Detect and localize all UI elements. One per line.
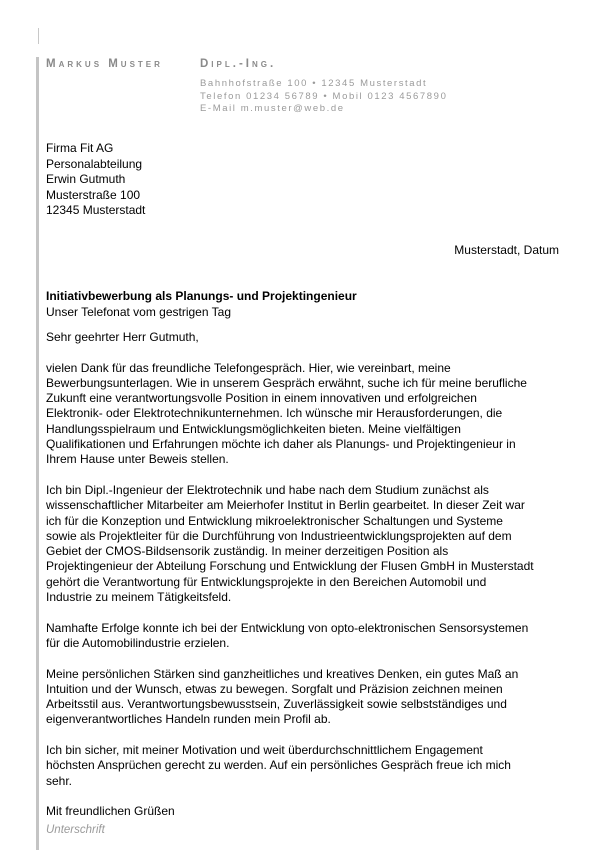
sender-email: E-Mail m.muster@web.de	[200, 103, 345, 114]
paragraph-line: wissenschaftlicher Mitarbeiter am Meierhofer Institut in Berlin gearbeitet. In dieser Zeit war	[46, 498, 525, 513]
paragraph-line: Projektingenieur der Abteilung Forschung und Entwicklung der Flusen GmbH in Musterstadt	[46, 559, 534, 574]
paragraph-line: ich für die Konzeption und Entwicklung mikroelektronischer Schaltungen und Systeme	[46, 513, 503, 528]
paragraph-line: Zukunft eine verantwortungsvolle Position in einem innovativen und erfolgreichen	[46, 391, 477, 406]
body-paragraph	[46, 361, 566, 468]
subject-block	[46, 289, 357, 320]
left-margin-bar	[36, 57, 39, 850]
letter-subject: Initiativbewerbung als Planungs- und Projektingenieur	[46, 289, 357, 303]
paragraph-line: sowie als Projektleiter für die Durchführung von Industrieentwicklungsprojekten auf dem	[46, 528, 512, 543]
paragraph-line: Handlungsspielraum und Entwicklungsmöglichkeiten bieten. Meine vielfältigen	[46, 421, 461, 436]
paragraph-line: Namhafte Erfolge konnte ich bei der Entwicklung von opto-elektronischen Sensorsystemen	[46, 620, 529, 635]
body-paragraph	[46, 667, 566, 728]
paragraph-line: für die Automobilindustrie erzielen.	[46, 635, 230, 650]
recipient-person: Erwin Gutmuth	[46, 172, 126, 186]
sender-name: Markus Muster	[46, 58, 163, 70]
body-paragraphs	[46, 361, 566, 789]
paragraph-line: vielen Dank für das freundliche Telefongespräch. Hier, wie vereinbart, meine	[46, 360, 451, 375]
recipient-street: Musterstraße 100	[46, 187, 141, 202]
paragraph-line: Industrie zu meinem Tätigkeitsfeld.	[46, 590, 232, 605]
recipient-city: 12345 Musterstadt	[46, 203, 146, 217]
sender-title: Dipl.-Ing.	[200, 58, 277, 70]
sender-address: Bahnhofstraße 100 • 12345 Musterstadt	[200, 78, 428, 89]
letter-reference: Unser Telefonat vom gestrigen Tag	[46, 304, 231, 319]
body-paragraph	[46, 621, 566, 652]
body-paragraph	[46, 483, 566, 605]
paragraph-line: Qualifikationen und Erfahrungen möchte ich daher als Planungs- und Projektingenieur in	[46, 437, 516, 452]
paragraph-line: Intuition und der Wunsch, etwas zu bewegen. Sorgfalt und Präzision zeichnen meinen	[46, 681, 503, 696]
paragraph-line: Gebiet der CMOS-Bildsensorik zuständig. In meiner derzeitigen Position als	[46, 544, 449, 559]
recipient-company: Firma Fit AG	[46, 141, 114, 155]
paragraph-line: eigenverantwortliches Handeln runden mein Profil ab.	[46, 712, 331, 727]
sender-phone: Telefon 01234 56789 • Mobil 0123 4567890	[200, 90, 448, 102]
paragraph-line: Ich bin sicher, mit meiner Motivation und weit überdurchschnittlichem Engagement	[46, 743, 483, 758]
letter-date: Musterstadt, Datum	[454, 243, 559, 257]
salutation: Sehr geehrter Herr Gutmuth,	[46, 330, 199, 344]
paragraph-line: Elektronik- oder Elektrotechnikunternehmen. Ich wünsche mir Herausforderungen, die	[46, 406, 503, 421]
paragraph-line: Ich bin Dipl.-Ingenieur der Elektrotechnik und habe nach dem Studium zunächst als	[46, 482, 489, 497]
body-paragraph	[46, 743, 566, 789]
paragraph-line: Bewerbungsunterlagen. Wie in unserem Gespräch erwähnt, suche ich für meine berufliche	[46, 375, 527, 390]
paragraph-line: Ihrem Hause unter Beweis stellen.	[46, 452, 229, 467]
recipient-department: Personalabteilung	[46, 156, 143, 171]
letter-body	[46, 330, 566, 835]
top-margin-mark	[38, 28, 39, 44]
sender-contact	[200, 78, 447, 116]
recipient-address	[46, 141, 145, 219]
paragraph-line: höchsten Ansprüchen gerecht zu werden. Auf ein persönliches Gespräch freue ich mich	[46, 758, 511, 773]
paragraph-line: gehört die Verantwortung für Entwicklungsprojekte in den Bereichen Automobil und	[46, 574, 487, 589]
paragraph-line: sehr.	[46, 773, 73, 788]
signature-placeholder: Unterschrift	[46, 824, 105, 836]
closing: Mit freundlichen Grüßen	[46, 804, 175, 819]
paragraph-line: Meine persönlichen Stärken sind ganzheitliches und kreatives Denken, ein gutes Maß an	[46, 666, 519, 681]
paragraph-line: Arbeitsstil aus. Verantwortungsbewusstsein, Zuverlässigkeit sowie selbstständiges und	[46, 697, 507, 712]
